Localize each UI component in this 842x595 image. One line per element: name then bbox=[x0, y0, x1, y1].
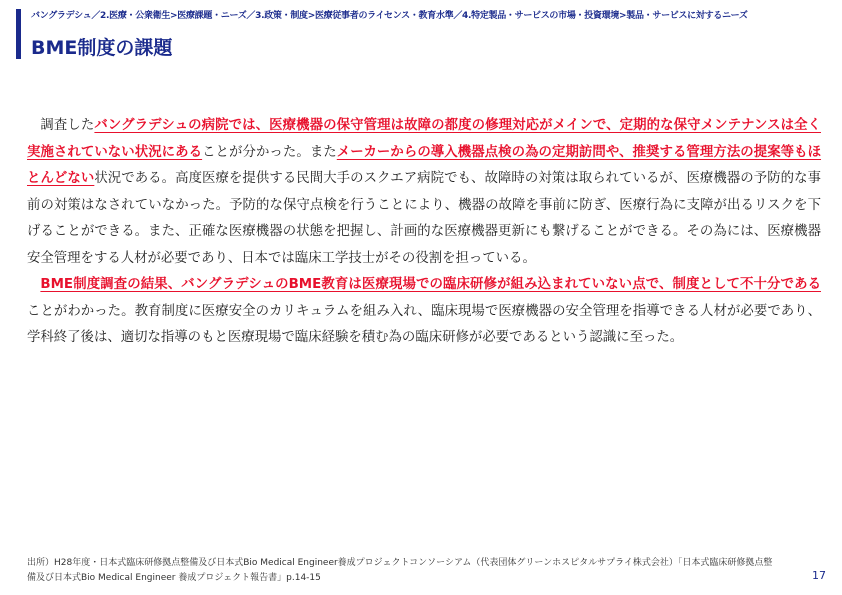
highlight-bme-survey-result: BME制度調査の結果、バングラデシュのBME教育は医療現場での臨床研修が組み込まれていない点で、制度として不十分である bbox=[40, 277, 821, 292]
breadcrumb: バングラデシュ／2.医療・公衆衛生>医療課題・ニーズ／3.政策・制度>医療従事者のライセンス・教育水準／4.特定製品・サービスの市場・投資環境>製品・サービスに対するニーズ bbox=[31, 11, 748, 21]
title-accent-bar bbox=[16, 9, 21, 59]
highlight-maintenance-status: バングラデシュの病院では、医療機器の保守管理は故障の都度の修理対応がメインで、定期的な保守メンテナンスは全く実施されていない状況にある bbox=[27, 118, 821, 160]
page-title: BME制度の課題 bbox=[31, 37, 173, 59]
paragraph-1 bbox=[27, 113, 821, 272]
page-number: 17 bbox=[812, 569, 826, 582]
paragraph-1-text: 状況である。高度医療を提供する民間大手のスクエア病院でも、故障時の対策は取られているが、医療機器の予防的な事前の対策はなされていなかった。予防的な保守点検を行うことにより、機器の故障を事前に防ぎ、医療行為に支障が出るリスクを下げることができる。また、正確な医療機器の状態を把握し、計画的な医療機器更新にも繋げることができる。その為には、医療機器安全管理をする人材が必要であり、日本では臨床工学技士がその役割を担っている。 bbox=[27, 171, 822, 266]
paragraph-1-text: 調査した bbox=[40, 118, 95, 133]
paragraph-1-text: ことが分かった。また bbox=[202, 144, 337, 160]
paragraph-2-text: ことがわかった。教育制度に医療安全のカリキュラムを組み入れ、臨床現場で医療機器の安全管理を指導できる人材が必要であり、学科終了後は、適切な指導のもと医療現場で臨床経験を積む為の臨床研修が必要であるという認識に至った。 bbox=[27, 303, 821, 345]
main-body-text bbox=[27, 113, 821, 352]
paragraph-2 bbox=[27, 272, 821, 352]
source-citation: 出所）H28年度・日本式臨床研修拠点整備及び日本式Bio Medical Engineer養成プロジェクトコンソーシアム（代表団体グリーンホスピタルサプライ株式会社）「日本式臨床研修拠点整備及び日本式Bio Medical Engineer 養成プロジェクト報告書」p.14-15 bbox=[27, 558, 773, 583]
highlight-manufacturer-visits: メーカーからの導入機器点検の為の定期訪問や、推奨する管理方法の提案等もほとんどない bbox=[27, 144, 822, 186]
